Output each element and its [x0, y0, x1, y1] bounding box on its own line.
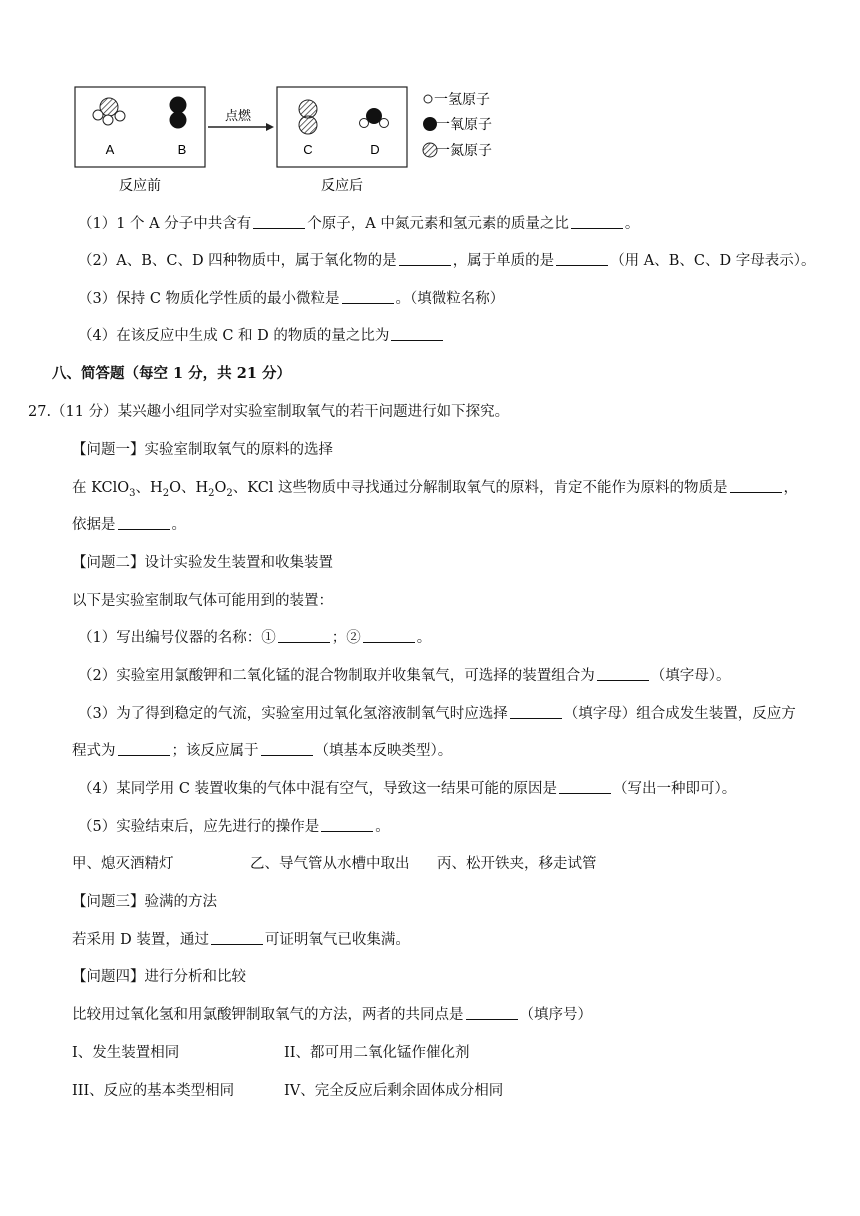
- text-fragment: O: [214, 480, 227, 496]
- legend-hydrogen: 一氢原子: [434, 92, 490, 108]
- text-fragment: 。: [416, 630, 432, 646]
- oxygen-atom-icon: [423, 117, 437, 131]
- device-q3: [78, 704, 796, 724]
- legend-nitrogen: 一氮原子: [436, 143, 492, 159]
- q4-text: （4）在该反应中生成 C 和 D 的物质的量之比为: [78, 328, 390, 344]
- text-fragment: （2）实验室用氯酸钾和二氧化锰的混合物制取并收集氧气，可选择的装置组合为: [78, 668, 595, 684]
- answer-blank[interactable]: [118, 515, 170, 530]
- problem-3-text: [72, 930, 410, 950]
- after-caption: 反应后: [321, 178, 363, 194]
- text-fragment: （5）实验结束后，应先进行的操作是: [78, 819, 320, 835]
- text-fragment: ；该反应属于: [171, 743, 259, 759]
- device-q4: [78, 779, 736, 799]
- q3-text-b: 。（填微粒名称）: [395, 291, 505, 307]
- text-fragment: 。: [375, 819, 390, 835]
- text-fragment: （3）为了得到稳定的气流，实验室用过氧化氢溶液制氧气时应选择: [78, 706, 508, 722]
- answer-blank[interactable]: [363, 628, 415, 643]
- answer-blank[interactable]: [556, 251, 608, 266]
- problem-4-text: [72, 1005, 592, 1025]
- before-caption: 反应前: [119, 178, 161, 194]
- text-fragment: 。: [171, 517, 186, 533]
- problem-4-heading: 【问题四】进行分析和比较: [72, 969, 246, 985]
- option-yi: 乙、导气管从水槽中取出: [250, 856, 410, 872]
- label-b: B: [177, 142, 187, 157]
- question-3: [78, 289, 504, 309]
- answer-blank[interactable]: [211, 930, 263, 945]
- answer-blank[interactable]: [278, 628, 330, 643]
- reaction-diagram: [74, 86, 514, 196]
- device-q3-cont: [72, 741, 452, 761]
- option-bing: 丙、松开铁夹，移走试管: [437, 856, 597, 872]
- arrow-label: 点燃: [224, 109, 252, 124]
- legend: [423, 92, 492, 159]
- text-fragment: （写出一种即可）。: [613, 781, 737, 797]
- hydrogen-atom-icon: [424, 95, 432, 103]
- option-jia: 甲、熄灭酒精灯: [72, 856, 174, 872]
- q1-text-b: 个原子，A 中氮元素和氢元素的质量之比: [307, 216, 569, 232]
- answer-blank[interactable]: [510, 704, 562, 719]
- text-fragment: O、H: [169, 480, 209, 496]
- basis-line: [72, 515, 186, 535]
- answer-blank[interactable]: [391, 326, 443, 341]
- problem-1-text: 在 KClO$_3$、$H_2O$、$H_2O_2$、KCl 这些物质中寻找通过分解制取氧气的原料，肯定不能作为原料的物质是 ，: [72, 480, 799, 499]
- devices-intro: 以下是实验室制取气体可能用到的装置：: [72, 593, 333, 609]
- answer-blank[interactable]: [559, 779, 611, 794]
- text-fragment: 比较用过氧化氢和用氯酸钾制取氧气的方法，两者的共同点是: [72, 1007, 464, 1023]
- q2-text-c: （用 A、B、C、D 字母表示）。: [610, 253, 816, 269]
- option-iv: IV、完全反应后剩余固体成分相同: [284, 1083, 504, 1099]
- text-fragment: （填字母）。: [650, 668, 731, 684]
- text-fragment: （1）写出编号仪器的名称：①: [78, 630, 276, 646]
- legend-oxygen: 一氧原子: [436, 117, 492, 133]
- answer-blank[interactable]: [466, 1005, 518, 1020]
- text-fragment: （4）某同学用 C 装置收集的气体中混有空气，导致这一结果可能的原因是: [78, 781, 558, 797]
- molecule-c: [299, 100, 317, 134]
- text-fragment: 、H: [135, 480, 163, 496]
- problem-1-heading: 【问题一】实验室制取氧气的原料的选择: [72, 442, 333, 458]
- question-4: [78, 326, 445, 346]
- answer-blank[interactable]: [571, 214, 623, 229]
- option-iii: III、反应的基本类型相同: [72, 1083, 235, 1099]
- molecule-d: [360, 108, 389, 128]
- text-fragment: 可证明氧气已收集满。: [264, 932, 410, 948]
- device-q1: [78, 628, 431, 648]
- text-fragment: 、KCl 这些物质中寻找通过分解制取氧气的原料，肯定不能作为原料的物质是: [232, 480, 728, 496]
- problem-2-heading: 【问题二】设计实验发生装置和收集装置: [72, 555, 333, 571]
- nitrogen-atom-icon: [423, 143, 437, 157]
- option-ii: II、都可用二氧化锰作催化剂: [284, 1045, 470, 1061]
- q2-text-b: ，属于单质的是: [452, 253, 555, 269]
- answer-blank[interactable]: [730, 478, 782, 493]
- text-fragment: 在 KClO: [72, 480, 130, 496]
- after-box: [277, 87, 407, 167]
- text-fragment: 程式为: [72, 743, 116, 759]
- text-fragment: （填基本反映类型）。: [314, 743, 453, 759]
- option-i: I、发生装置相同: [72, 1045, 180, 1061]
- molecule-a: [93, 98, 125, 125]
- q3-text: （3）保持 C 物质化学性质的最小微粒是: [78, 291, 340, 307]
- answer-blank[interactable]: [253, 214, 305, 229]
- label-d: D: [370, 142, 380, 157]
- problem-3-heading: 【问题三】验满的方法: [72, 894, 217, 910]
- answer-blank[interactable]: [597, 666, 649, 681]
- answer-blank[interactable]: [321, 817, 373, 832]
- q1-text: （1）1 个 A 分子中共含有: [78, 216, 252, 232]
- text-fragment: （填字母）组合成发生装置，反应方: [563, 706, 796, 722]
- section-heading: 八、简答题（每空 1 分，共 21 分）: [52, 365, 291, 382]
- problem-27-intro: 27.（11 分）某兴趣小组同学对实验室制取氧气的若干问题进行如下探究。: [28, 404, 510, 420]
- answer-blank[interactable]: [118, 741, 170, 756]
- device-q5: [78, 817, 390, 837]
- label-a: A: [105, 142, 115, 157]
- answer-blank[interactable]: [399, 251, 451, 266]
- text-fragment: 依据是: [72, 517, 116, 533]
- question-1: [78, 214, 639, 234]
- answer-blank[interactable]: [261, 741, 313, 756]
- answer-blank[interactable]: [342, 289, 394, 304]
- text-fragment: 若采用 D 装置，通过: [72, 932, 209, 948]
- molecule-b: [170, 97, 187, 129]
- q2-text: （2）A、B、C、D 四种物质中，属于氧化物的是: [78, 253, 397, 269]
- q1-text-c: 。: [624, 216, 640, 232]
- text-fragment: （填序号）: [519, 1007, 592, 1023]
- text-fragment: ，: [783, 480, 799, 496]
- device-q2: [78, 666, 730, 686]
- label-c: C: [303, 142, 313, 157]
- question-2: [78, 251, 816, 271]
- text-fragment: ；②: [331, 630, 361, 646]
